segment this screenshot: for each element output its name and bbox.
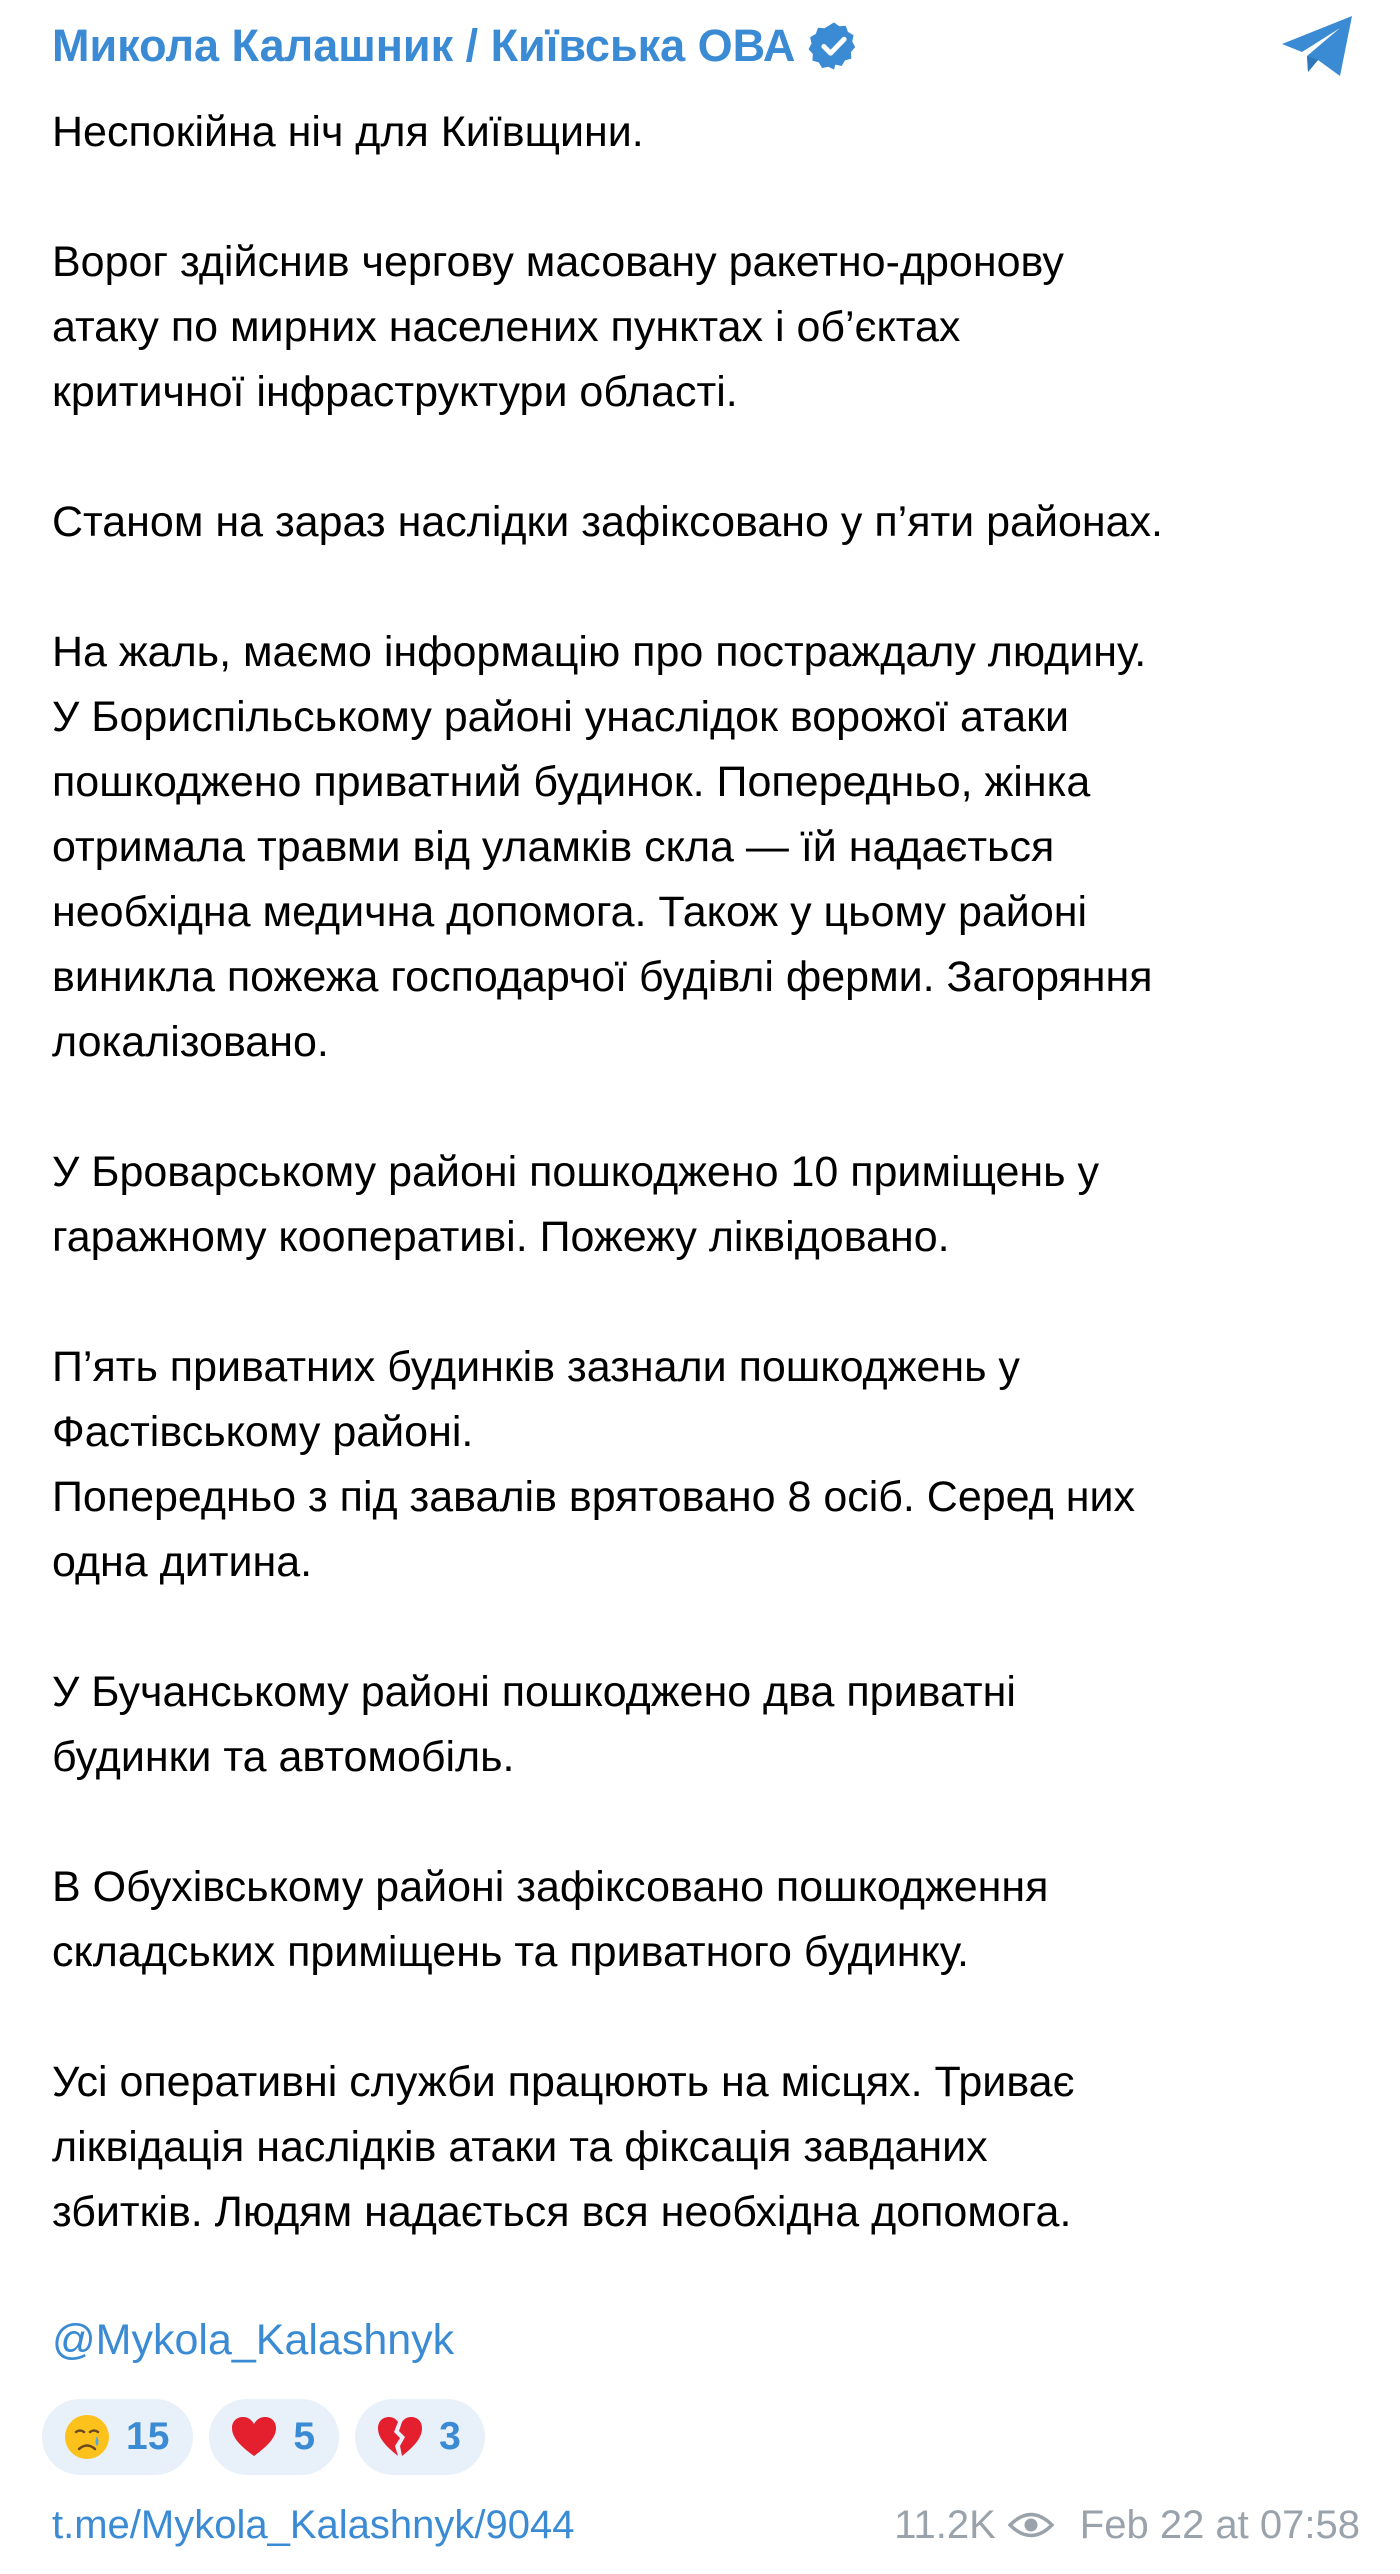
reactions-bar bbox=[42, 2399, 485, 2475]
message-line: атаку по мирних населених пунктах і об’єктах bbox=[52, 303, 961, 351]
message-line: У Броварському районі пошкоджено 10 приміщень у bbox=[52, 1148, 1099, 1196]
crying-face-icon bbox=[62, 2412, 112, 2462]
message-line: У Бучанському районі пошкоджено два приватні bbox=[52, 1668, 1016, 1716]
message-line: необхідна медична допомога. Також у цьому районі bbox=[52, 888, 1088, 936]
message-paragraph bbox=[52, 1140, 1360, 1270]
message-line: Станом на зараз наслідки зафіксовано у п’яти районах. bbox=[52, 498, 1164, 546]
message-paragraph bbox=[52, 620, 1360, 1075]
message-line: виникла пожежа господарчої будівлі ферми. Загоряння bbox=[52, 953, 1153, 1001]
message-paragraph bbox=[52, 1855, 1360, 1985]
message-line: локалізовано. bbox=[52, 1018, 329, 1066]
verified-badge-icon bbox=[807, 19, 861, 73]
broken-heart-icon bbox=[375, 2412, 425, 2462]
message-line: збитків. Людям надається вся необхідна допомога. bbox=[52, 2188, 1072, 2236]
message-line: На жаль, маємо інформацію про постраждалу людину. bbox=[52, 628, 1147, 676]
message-paragraph bbox=[52, 1660, 1360, 1790]
message-line: отримала травми від уламків скла — їй надається bbox=[52, 823, 1055, 871]
reaction-crying[interactable] bbox=[42, 2399, 193, 2475]
message-paragraph bbox=[52, 100, 1360, 165]
message-paragraph bbox=[52, 2050, 1360, 2245]
reaction-broken-heart[interactable] bbox=[355, 2399, 485, 2475]
post-link[interactable]: t.me/Mykola_Kalashnyk/9044 bbox=[52, 2503, 575, 2547]
message-line: Попередньо з під завалів врятовано 8 осіб. Серед них bbox=[52, 1473, 1135, 1521]
message-line: П’ять приватних будинків зазнали пошкоджень у bbox=[52, 1343, 1020, 1391]
message-line: У Бориспільському районі унаслідок ворожої атаки bbox=[52, 693, 1069, 741]
reaction-count: 15 bbox=[126, 2415, 170, 2458]
message-line: Ворог здійснив чергову масовану ракетно-дронову bbox=[52, 238, 1064, 286]
message-text bbox=[52, 100, 1360, 2310]
message-line: пошкоджено приватний будинок. Попередньо, жінка bbox=[52, 758, 1091, 806]
author-mention-link[interactable]: @Mykola_Kalashnyk bbox=[52, 2316, 455, 2364]
reaction-heart[interactable] bbox=[209, 2399, 339, 2475]
message-paragraph bbox=[52, 490, 1360, 555]
eye-icon bbox=[1008, 2510, 1054, 2540]
message-line: Фастівському районі. bbox=[52, 1408, 474, 1456]
message-line: Усі оперативні служби працюють на місцях. Триває bbox=[52, 2058, 1075, 2106]
channel-title: Микола Калашник / Київська ОВА bbox=[52, 20, 796, 71]
message-line: Неспокійна ніч для Київщини. bbox=[52, 108, 644, 156]
post-header bbox=[52, 14, 1348, 78]
message-line: В Обухівському районі зафіксовано пошкодження bbox=[52, 1863, 1049, 1911]
post-footer bbox=[52, 2490, 1360, 2560]
reaction-count: 3 bbox=[439, 2415, 461, 2458]
telegram-icon[interactable] bbox=[1278, 12, 1358, 82]
reaction-count: 5 bbox=[293, 2415, 316, 2458]
message-line: будинки та автомобіль. bbox=[52, 1733, 515, 1781]
message-line: гаражному кооперативі. Пожежу ліквідовано. bbox=[52, 1213, 950, 1261]
views-count: 11.2K bbox=[894, 2502, 996, 2547]
message-line: складських приміщень та приватного будинку. bbox=[52, 1928, 969, 1976]
message-line: ліквідація наслідків атаки та фіксація завданих bbox=[52, 2123, 988, 2171]
post-meta bbox=[894, 2490, 1360, 2560]
post-timestamp: Feb 22 at 07:58 bbox=[1079, 2502, 1360, 2547]
message-paragraph bbox=[52, 1335, 1360, 1595]
red-heart-icon bbox=[229, 2412, 279, 2462]
message-line: одна дитина. bbox=[52, 1538, 313, 1586]
message-line: критичної інфраструктури області. bbox=[52, 368, 738, 416]
channel-title-link[interactable] bbox=[52, 14, 861, 78]
message-paragraph bbox=[52, 230, 1360, 425]
